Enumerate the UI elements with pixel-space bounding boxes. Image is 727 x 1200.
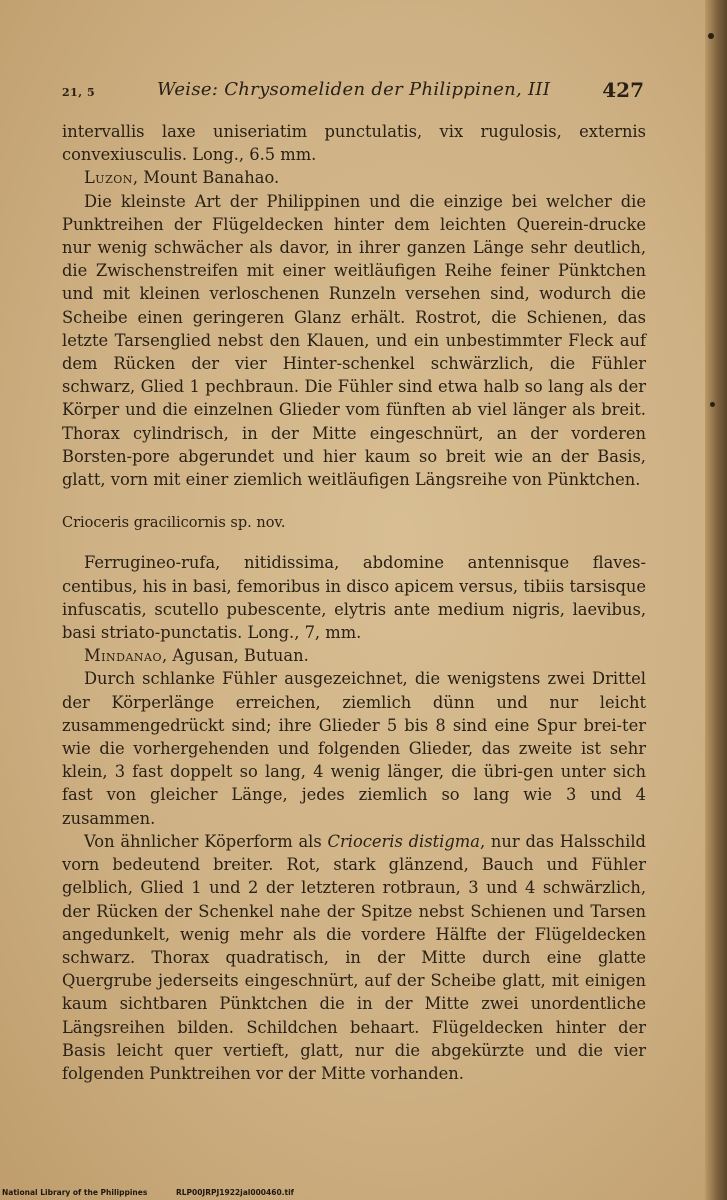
locality-line (62, 644, 646, 667)
ink-speck (708, 33, 714, 39)
scan-footer (2, 1188, 320, 1197)
volume-number: 21, 5 (62, 86, 96, 99)
locality-line (62, 166, 646, 189)
paragraph-text: , nur das Halsschild vorn bedeutend breiter. Rot, stark glänzend, Bauch und Fühler gelblich, Glied 1 und 2 der letzteren rotbraun, 3 und 4 schwärzlich, der Rücken der Schenkel nahe der Spitze nebst Schienen und Tarsen angedunkelt, wenig mehr als die vordere Hälfte der Flügeldecken schwarz. Thorax quadratisch, in der Mitte durch eine glatte Quergrube jederseits eingeschnürt, auf der Scheibe glatt, mit einigen kaum sichtbaren Pünktchen die in der Mitte zwei unordentliche Längsreihen bilden. Schildchen behaart. Flügeldecken hinter der Basis leicht quer vertieft, glatt, nur die abgekürzte und die vier folgenden Punktreihen vor der Mitte vorhanden. (62, 831, 646, 1083)
species-name: Crioceris distigma (327, 831, 480, 851)
running-title: Weise: Chrysomeliden der Philippinen, III (157, 79, 551, 100)
page-number: 427 (602, 78, 644, 102)
ink-speck (710, 402, 715, 407)
antenna-paragraph: Durch schlanke Fühler ausgezeichnet, die wenigstens zwei Drittel der Körperlänge erreichen, ziemlich dünn und nur leicht zusammengedrückt sind; ihre Glieder 5 bis 8 sind eine Spur brei-ter wie die vorhergehenden und folgenden Glieder, das zweite ist sehr klein, 3 fast doppelt so lang, 4 wenig länger, die übri-gen unter sich fast von gleicher Länge, jedes ziemlich so lang wie 3 und 4 zusammen. (62, 669, 646, 828)
file-id: RLP00JRPJ1922jal000460.tif (175, 1188, 294, 1197)
latin-description: Ferrugineo-rufa, nitidissima, abdomine antennisque flaves-centibus, his in basi, femoribus in disco apicem versus, tibiis tarsisque infuscatis, scutello pubescente, elytris ante medium nigris, laevibus, basi striato-punctatis. Long., 7, mm. (62, 553, 646, 643)
locality-place: Luzon (84, 168, 133, 188)
comparison-paragraph (62, 830, 646, 1085)
locality-rest: , Mount Banahao. (132, 168, 280, 188)
body-text (62, 120, 646, 1085)
description-continuation: intervallis laxe uniseriatim punctulatis, vix rugulosis, externis convexiusculis. Long., 6.5 mm. (62, 122, 646, 165)
page-edge-shadow (705, 0, 727, 1200)
locality-place: Mindanao (84, 646, 162, 666)
discussion-paragraph: Die kleinste Art der Philippinen und die einzige bei welcher die Punktreihen der Flügeldecken hinter dem leichten Querein-drucke nur wenig schwächer als davor, in ihrer ganzen Länge sehr deutlich, die Zwischenstreifen mit einer weitläufigen Reihe feiner Pünktchen und mit kleinen verloschenen Runzeln versehen sind, wodurch die Scheibe einen geringeren Glanz erhält. Rostrot, die Schienen, das letzte Tarsenglied nebst den Klauen, und ein unbestimmter Fleck auf dem Rücken der vier Hinter-schenkel schwärzlich, die Fühler schwarz, Glied 1 pechbraun. Die Fühler sind etwa halb so lang als der Körper und die einzelnen Glieder vom fünften ab viel länger als breit. Thorax cylindrisch, in der Mitte eingeschnürt, an der vorderen Borsten-pore abgerundet und hier kaum so breit wie an der Basis, glatt, vorn mit einer ziemlich weitläufigen Längsreihe von Pünktchen. (62, 191, 646, 490)
library-credit: National Library of the Philippines (2, 1188, 148, 1197)
locality-rest: , Agusan, Butuan. (162, 646, 309, 666)
running-header (62, 78, 644, 108)
species-heading: Crioceris gracilicornis sp. nov. (62, 515, 286, 532)
paragraph-text: Von ähnlicher Köperform als (84, 831, 328, 851)
